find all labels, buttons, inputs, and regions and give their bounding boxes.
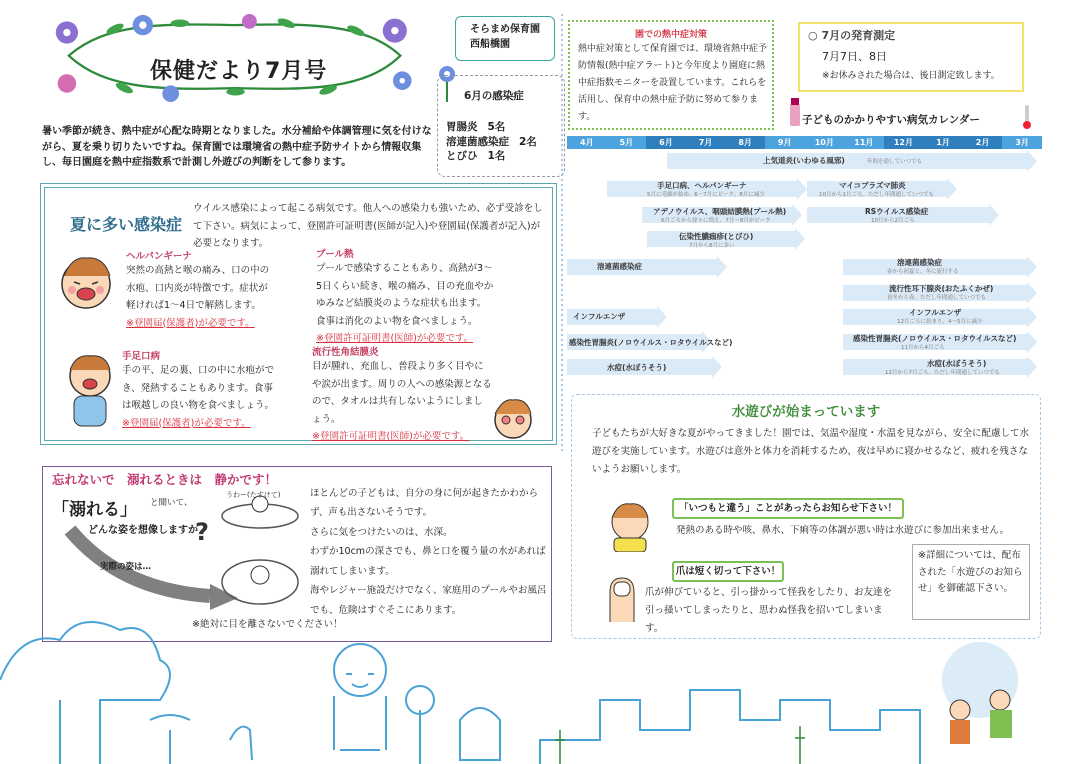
calendar-sub: 7月から8月に多い: [689, 243, 735, 249]
month-cell: 4月: [580, 138, 594, 147]
crying-child-illustration: [60, 352, 120, 432]
drowning-paragraph: わずか10cmの深さでも、鼻と口を覆う量の水があれば溺れてしまいます。: [310, 546, 546, 577]
school-branch: 西船橋園: [470, 38, 510, 50]
drowning-art-shout: うわー(たすけて): [226, 491, 281, 499]
calendar-label: 流行性耳下腺炎(おたふくかぜ): [889, 284, 994, 293]
calendar-label: 上気道炎(いわゆる風邪): [763, 156, 845, 165]
month-cell: 9月: [777, 138, 792, 147]
water-box1-title: 「いつもと違う」ことがあったらお知らせ下さい！: [672, 498, 904, 519]
calendar-label: 水痘(水ぼうそう): [927, 359, 987, 368]
calendar-bar: [667, 153, 1037, 169]
drowning-paragraph: 海やレジャー施設だけでなく、家庭用のプールやお風呂でも、危険はすぐそこにあります。: [310, 585, 547, 616]
disease-herpangina: [126, 248, 276, 332]
intro-text: 暑い季節が続き、熱中症が心配な時期となりました。水分補給や体調管理に気を付けながら、夏を乗り切りたいですね。保育園では環境省の熱中症予防サイトから情報収集し、毎日園庭を熱中症指数系で計測し外遊びの判断をして参ります。: [42, 126, 432, 168]
calendar-sub: 年間を通していつでも: [867, 159, 923, 165]
month-cell: 12月: [884, 136, 924, 149]
heatstroke-title: 園での熱中症対策: [634, 30, 707, 40]
drowning-footer: ※絶対に目を離さないでください！: [192, 619, 343, 630]
month-cell: 11月: [854, 138, 874, 147]
sick-child-fever-illustration: [600, 498, 660, 552]
calendar-label: インフルエンザ: [909, 308, 962, 317]
water-box1-body: 発熱のある時や咳、鼻水、下痢等の体調が悪い時は水遊びに参加出来ません。: [676, 525, 1010, 536]
disease-note: ※登園許可証明書(医師)が必要です。: [312, 431, 470, 443]
medicine-bottle-icon: [788, 96, 802, 128]
calendar-label: 溶連菌感染症: [597, 262, 642, 271]
heatstroke-body: 熱中症対策として保育園では、環境省熱中症予防情報(熱中症アラート)と今年度より園庭に熱中症指数モニターを設置しています。これらを活用し、保育中の熱中症予防に努めて参ります。: [578, 44, 768, 123]
disease-title: 流行性角結膜炎: [312, 347, 379, 358]
calendar-label: 感染性胃腸炎(ノロウイルス・ロタウイルスなど): [853, 334, 1017, 343]
calendar-label: 伝染性膿痂疹(とびひ): [679, 232, 754, 241]
calendar-sub: 10月から1月ごろ。ただし年間通していつでも: [819, 192, 934, 198]
disease-note: ※登園許可証明書(医師)が必要です。: [316, 333, 474, 345]
disease-pool-fever: [316, 246, 494, 348]
june-infections-list: [446, 120, 537, 164]
calendar-month-header: [567, 136, 1042, 149]
disease-body: プールで感染することもあり、高熱が3～5日くらい続き、喉の痛み、目の充血やかゆみなど結膜炎のような症状も出ます。食事は消化のよい物を食べましょう。: [316, 263, 494, 327]
disease-title: プール熱: [316, 249, 354, 260]
water-play-body: 子どもたちが大好きな夏がやってきました！園では、気温や湿度・水温を見ながら、安全に配慮して水遊びを実施しています。水遊びは意外と体力を消耗するため、夜は早めに寝かせるなど、疲れを残さないようお願いします。: [592, 428, 1030, 476]
month-cell: 5月: [619, 138, 634, 147]
calendar-label: 感染性胃腸炎(ノロウイルス・ロタウイルスなど): [569, 338, 733, 347]
footer-landscape-illustration: [0, 600, 1080, 764]
disease-note: ※登園届(保護者)が必要です。: [122, 417, 251, 429]
disease-calendar: [567, 149, 1042, 381]
sick-child-illustration: [52, 250, 120, 314]
calendar-label: マイコプラズマ肺炎: [839, 181, 906, 190]
calendar-sub: 11月から4月ごろ: [901, 345, 945, 351]
calendar-sub: 10月から2月ごろ: [871, 218, 915, 224]
water-box2-title: 爪は短く切って下さい！: [672, 561, 784, 582]
divider: [560, 14, 564, 454]
calendar-sub: 12月から7月ごろ。ただし年間通していつでも: [885, 370, 1000, 376]
calendar-title: 子どものかかりやすい病気カレンダー: [802, 114, 980, 126]
calendar-label: 溶連菌感染症: [897, 258, 942, 267]
disease-keratoconjunctivitis: [312, 344, 492, 446]
water-note: ※詳細については、配布された「水遊びのお知らせ」を御確認下さい。: [912, 544, 1030, 620]
calendar-sub: 5月に毛細が始め、6～7月にピーク。8月に減少: [647, 192, 765, 198]
calendar-sub: 12月ごろに始まり、4～5月に減少: [897, 319, 983, 325]
summer-infections-title: 夏に多い感染症: [70, 215, 183, 234]
month-cell: 3月: [1015, 138, 1029, 147]
list-item: とびひ 1名: [446, 150, 506, 163]
month-cell: 7月: [686, 136, 726, 149]
drowning-paragraph: ほとんどの子どもは、自分の身に何が起きたかわからず、声も出さないそうです。: [310, 488, 539, 519]
drowning-art-question: どんな姿を想像しますか: [88, 525, 198, 536]
drowning-art-reality: 実際の姿は…: [100, 562, 152, 572]
calendar-label: アデノウイルス、咽頭結膜熱(プール熱): [653, 207, 787, 216]
calendar-sub: 初冬から春。ただし年間通していつでも: [887, 295, 987, 301]
month-cell: 1月: [923, 136, 963, 149]
disease-body: 目が腫れ、充血し、普段より多く目やにや涙が出ます。周りの人への感染源となるので、タオルは共有しないようにしましょう。: [312, 361, 492, 425]
month-cell: 8月: [725, 136, 765, 149]
disease-title: ヘルパンギーナ: [126, 251, 192, 262]
list-item: 胃腸炎 5名: [446, 121, 506, 133]
thermometer-icon: [1018, 104, 1036, 130]
disease-note: ※登園届(保護者)が必要です。: [126, 317, 255, 329]
pink-eye-child-illustration: [487, 396, 539, 440]
page-title: 保健だより7月号: [150, 59, 328, 84]
growth-note: ※お休みされた場合は、後日測定致します。: [822, 71, 1000, 81]
water-play-title: 水遊びが始まっています: [731, 404, 881, 420]
calendar-sub: 春から初夏と、冬に流行する: [887, 269, 959, 275]
disease-body: 突然の高熱と喉の痛み、口の中の水疱、口内炎が特徴です。症状が軽ければ1～4日で解熱します。: [126, 265, 270, 312]
list-item: 溶連菌感染症 2名: [446, 135, 537, 148]
drowning-art-heading: 「溺れる」: [52, 500, 137, 520]
month-cell: 10月: [814, 138, 834, 147]
summer-infections-intro: ウイルス感染によって起こる病気です。他人への感染力も強いため、必ず受診をして下さい。病気によって、登園許可証明書(医師が記入)や登園届(保護者が記入)が必要となります。: [193, 203, 543, 250]
calendar-bar: [567, 259, 727, 275]
drowning-paragraph: さらに気をつけたいのは、水深。: [310, 526, 453, 538]
growth-dates: 7月7日、8日: [822, 50, 887, 63]
disease-body: 手の平、足の裏、口の中に水疱ができ、発熱することもあります。食事は喉越しの良い物を食べましょう。: [122, 365, 275, 412]
growth-title: ○ 7月の発育測定: [808, 29, 896, 42]
june-infections-title: 6月の感染症: [464, 90, 524, 102]
svg-text:?: ?: [195, 520, 209, 546]
disease-title: 手足口病: [122, 351, 161, 362]
calendar-label: 水痘(水ぼうそう): [607, 363, 667, 372]
calendar-label: RSウイルス感染症: [865, 207, 929, 216]
calendar-label: 手足口病、ヘルパンギーナ: [657, 181, 747, 190]
school-name-box: [455, 16, 555, 61]
calendar-label: インフルエンザ: [573, 312, 626, 321]
water-box2-body: 爪が伸びていると、引っ掛かって怪我をしたり、お友達を引っ掻いてしまったりと、思わぬ怪我を招いてしまいます。: [645, 587, 893, 635]
calendar-sub: 6月ごろから徐々に増え、7月～8月がピーク: [661, 218, 771, 224]
month-cell: 6月: [646, 136, 686, 149]
drowning-art-text: と聞いて、: [150, 498, 193, 508]
school-name: そらまめ保育園: [470, 24, 540, 35]
drowning-title: 忘れないで 溺れるときは 静かです！: [52, 472, 278, 487]
month-cell: 2月: [963, 136, 1003, 149]
disease-hand-foot-mouth: [122, 348, 280, 432]
